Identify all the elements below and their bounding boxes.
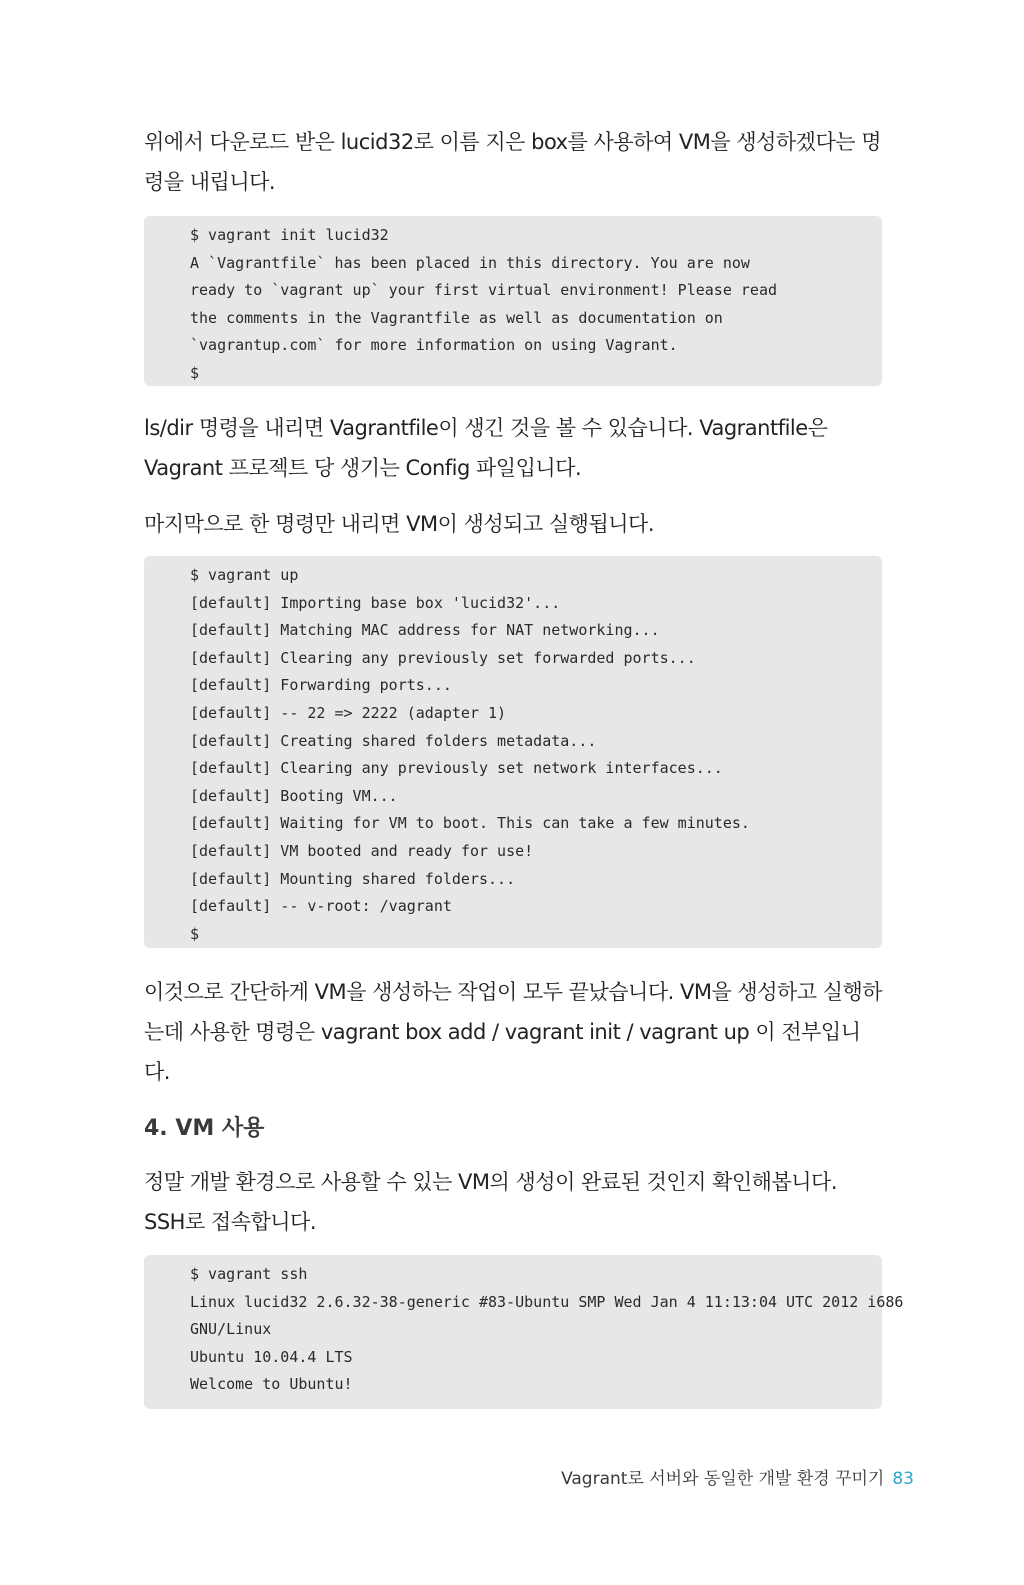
- summary-paragraph: 이것으로 간단하게 VM을 생성하는 작업이 모두 끝났습니다. VM을 생성하고 실행하는데 사용한 명령은 vagrant box add / vagrant init / vagrant up 이 전부입니다.: [144, 980, 883, 1084]
- ssh-intro-paragraph: 정말 개발 환경으로 사용할 수 있는 VM의 생성이 완료된 것인지 확인해봅니다. SSH로 접속합니다.: [144, 1170, 837, 1234]
- code-line: [default] -- v-root: /vagrant: [190, 897, 452, 916]
- code-line: ready to `vagrant up` your first virtual environment! Please read: [190, 281, 777, 300]
- code-block-init: [144, 216, 882, 386]
- code-line: $ vagrant up: [190, 566, 299, 584]
- code-line: GNU/Linux: [190, 1320, 272, 1339]
- code-line: [default] Forwarding ports...: [190, 676, 452, 695]
- code-line: Welcome to Ubuntu!: [190, 1375, 353, 1394]
- code-line: $ vagrant ssh: [190, 1265, 308, 1283]
- code-line: [default] Mounting shared folders...: [190, 869, 516, 888]
- page-footer: [561, 1466, 914, 1492]
- running-title: Vagrant로 서버와 동일한 개발 환경 꾸미기: [561, 1469, 885, 1489]
- code-line: [default] Clearing any previously set forwarded ports...: [190, 648, 696, 667]
- code-line: $ vagrant init lucid32: [190, 226, 389, 244]
- code-block-ssh: [144, 1255, 904, 1409]
- code-line: Ubuntu 10.04.4 LTS: [190, 1347, 353, 1366]
- code-line: `vagrantup.com` for more information on using Vagrant.: [190, 336, 678, 355]
- code-line: $: [190, 924, 200, 943]
- vagrantfile-paragraph: ls/dir 명령을 내리면 Vagrantfile이 생긴 것을 볼 수 있습니다. Vagrantfile은 Vagrant 프로젝트 당 생기는 Config 파일입니다.: [144, 416, 828, 480]
- code-block-up: [144, 556, 882, 948]
- code-line: $: [190, 363, 200, 382]
- page-number: 83: [892, 1469, 914, 1489]
- code-line: [default] Booting VM...: [190, 786, 398, 805]
- code-line: A `Vagrantfile` has been placed in this directory. You are now: [190, 253, 750, 272]
- code-line: [default] Creating shared folders metadata...: [190, 731, 597, 750]
- code-line: [default] Clearing any previously set network interfaces...: [190, 759, 723, 778]
- section-heading: 4. VM 사용: [144, 1116, 265, 1141]
- vagrant-up-intro-paragraph: 마지막으로 한 명령만 내리면 VM이 생성되고 실행됩니다.: [144, 512, 655, 536]
- intro-paragraph: 위에서 다운로드 받은 lucid32로 이름 지은 box를 사용하여 VM을 생성하겠다는 명령을 내립니다.: [144, 130, 881, 194]
- code-line: [default] VM booted and ready for use!: [190, 841, 534, 860]
- code-line: [default] Waiting for VM to boot. This can take a few minutes.: [190, 814, 750, 833]
- code-line: the comments in the Vagrantfile as well as documentation on: [190, 308, 723, 327]
- code-line: [default] -- 22 => 2222 (adapter 1): [190, 703, 507, 722]
- code-line: [default] Importing base box 'lucid32'...: [190, 593, 561, 612]
- code-line: [default] Matching MAC address for NAT networking...: [190, 621, 660, 640]
- code-line: Linux lucid32 2.6.32-38-generic #83-Ubuntu SMP Wed Jan 4 11:13:04 UTC 2012 i686: [190, 1292, 904, 1311]
